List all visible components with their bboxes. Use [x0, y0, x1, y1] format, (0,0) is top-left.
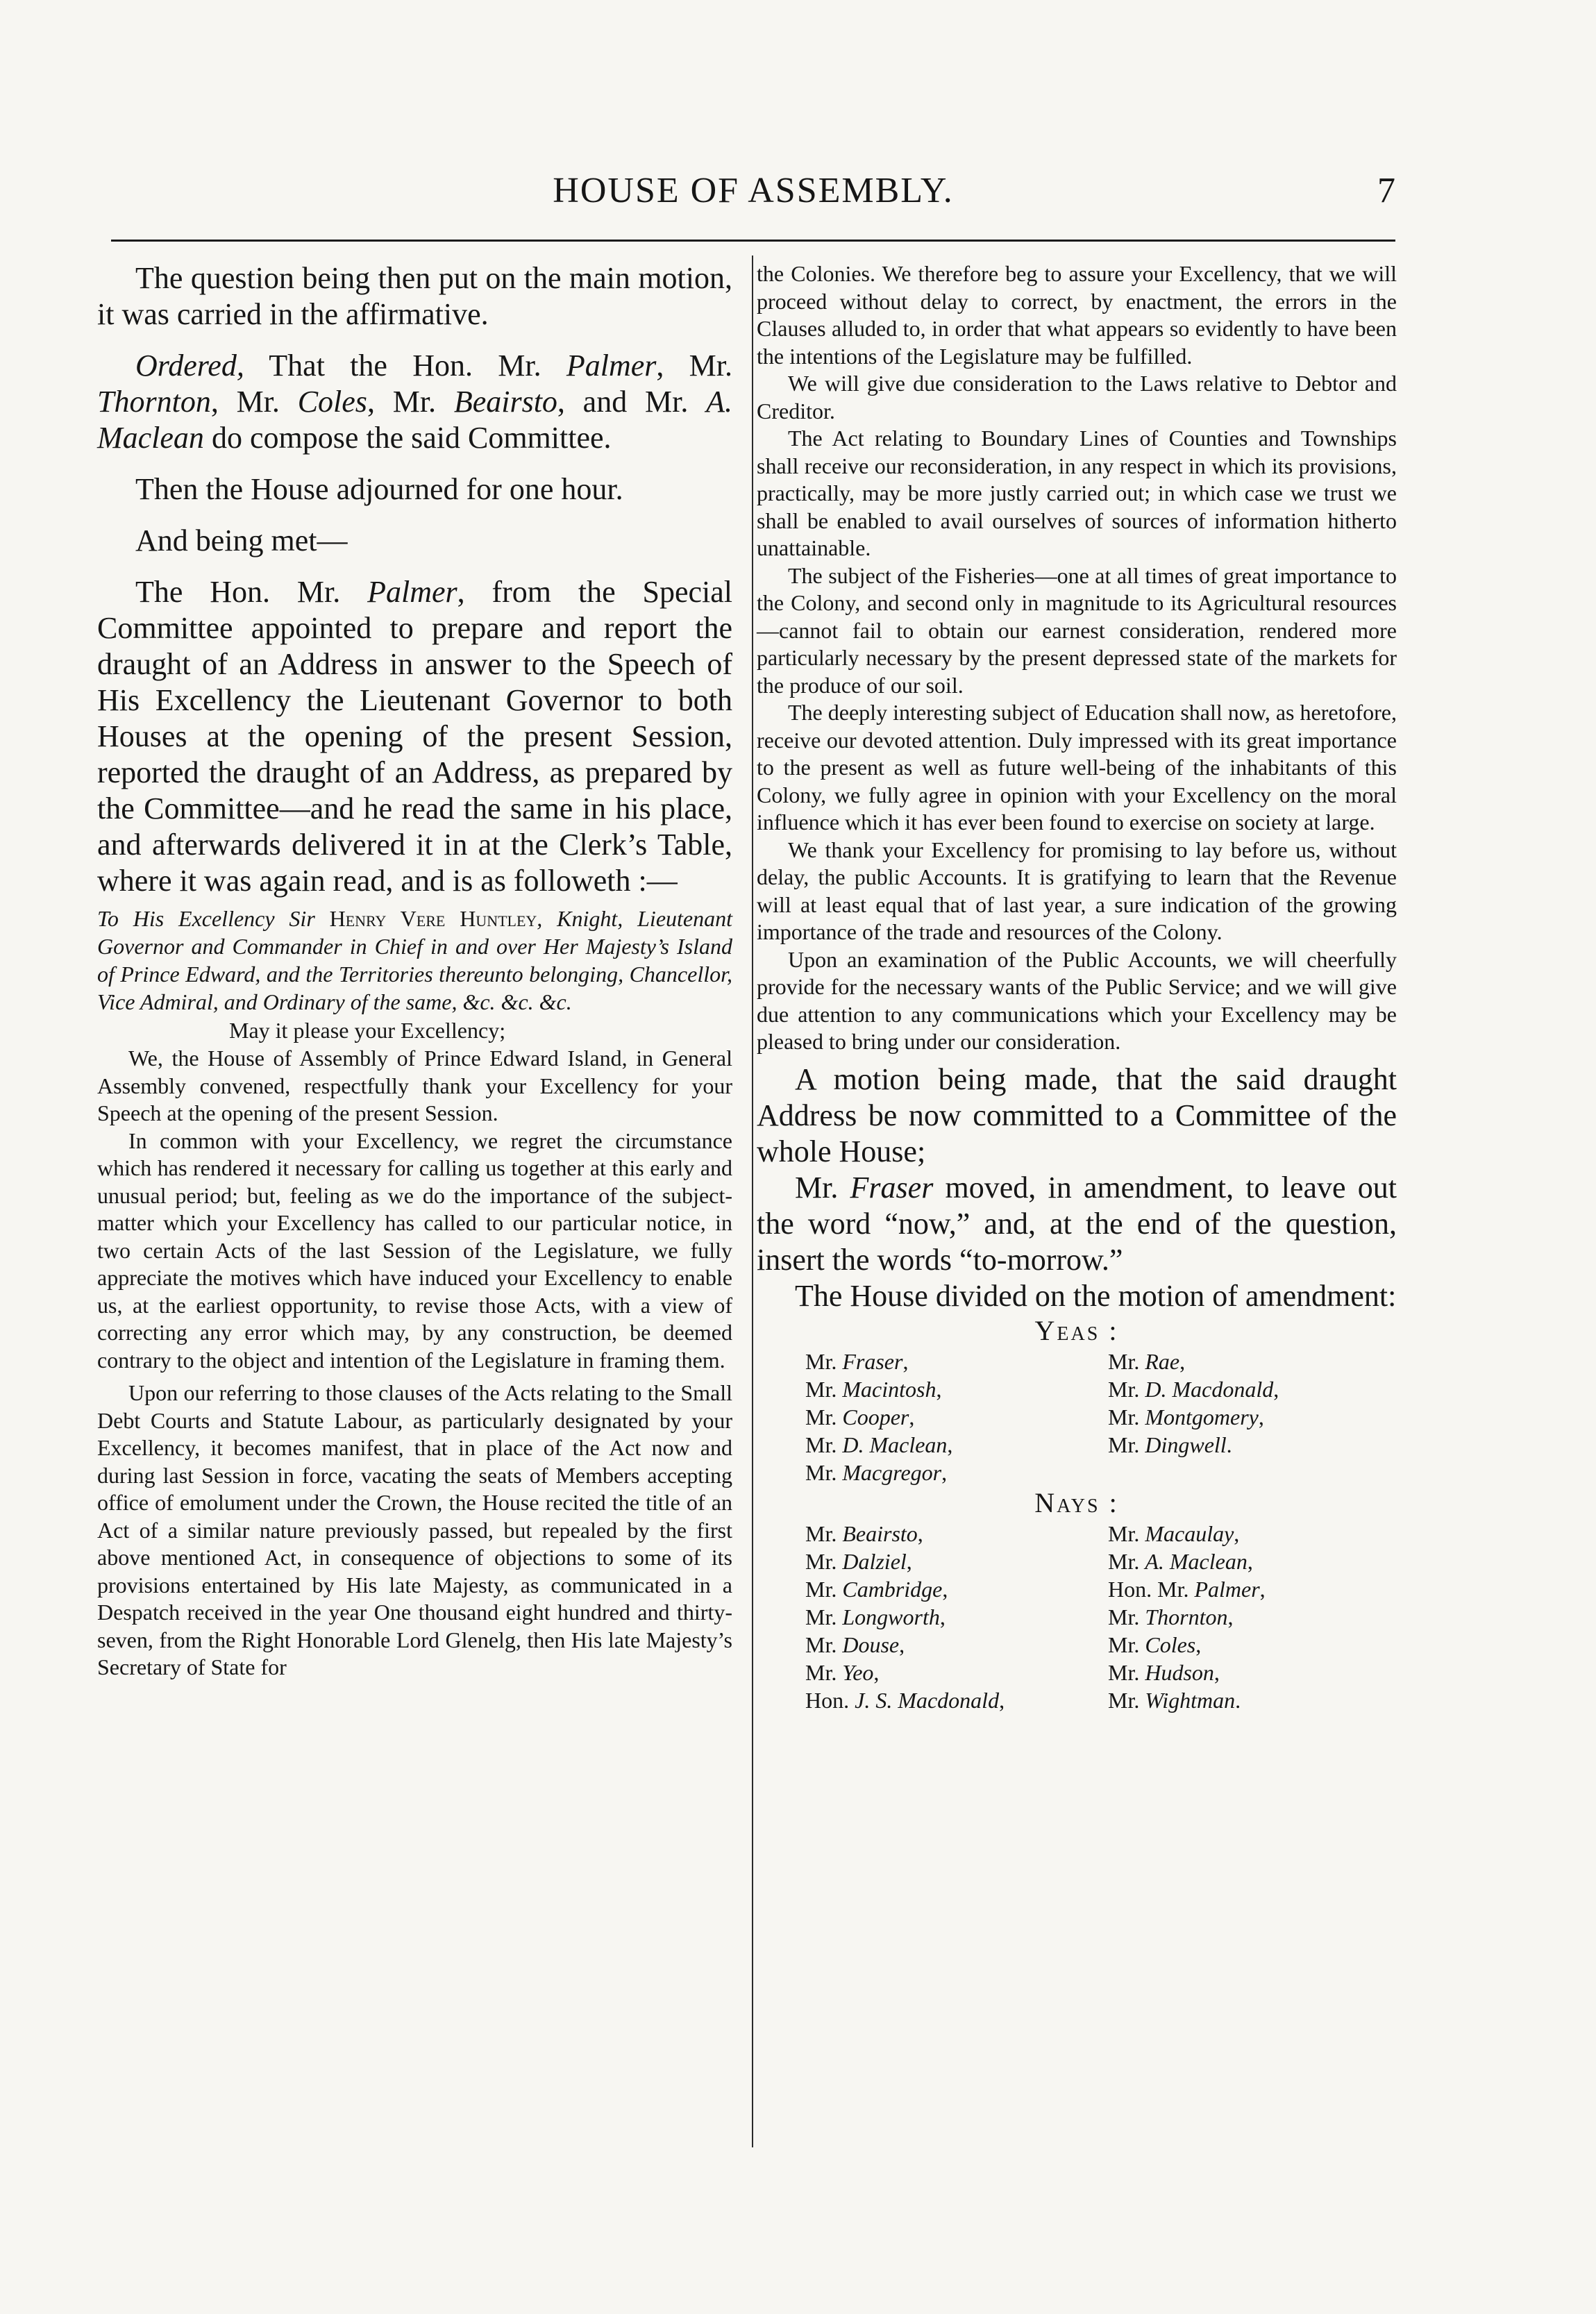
member-title: Mr. — [805, 1432, 843, 1457]
member-title: Mr. — [805, 1632, 843, 1657]
vote-member — [805, 1459, 1094, 1486]
punctuation: , — [906, 1548, 912, 1574]
vote-member — [805, 1348, 1094, 1375]
address-paragraph-4: the Colonies. We therefore beg to assure your Excellency, that we will proceed without delay to correct, by enactment, the errors in the Clauses alluded to, in order that what appears so evidently to have been the intentions of the Legislature may be fulfilled. — [757, 261, 1397, 369]
text: , from the Special Committee appointed to prepare and report the draught of an Address in answer to the Speech of His Excellency the Lieutenant Governor to both Houses at the opening of the present Session, reported the draught of an Address, as prepared by the Committee—and he read the same in his place, and afterwards delivered it in at the Clerk’s Table, where it was again read, and is as followeth :— — [97, 575, 733, 898]
vote-member — [1108, 1575, 1397, 1603]
member-name: A. Maclean — [97, 385, 732, 455]
member-name: Fraser — [850, 1170, 934, 1205]
yeas-column-2 — [1108, 1348, 1397, 1486]
member-name: Thornton — [1145, 1604, 1228, 1629]
member-name: Douse — [842, 1632, 900, 1657]
address-paragraph-7: The subject of the Fisheries—one at all times of great importance to the Colony, and second only in magnitude to its Agricultural resources—cannot fail to obtain our earnest consideration, rendered more particularly necessary by the present depressed state of the markets for the produce of our soil. — [757, 562, 1397, 698]
address-paragraph-2: In common with your Excellency, we regret the circumstance which has rendered it necessary for calling us together at this early and unusual period; but, feeling as we do the importance of the subject-matter which your Excellency has called to our particular notice, in two certain Acts of the last Session of the Legislature, we fully appreciate the motives which have induced your Excellency to enable us, at the earliest opportunity, to revise those Acts, with a view of correcting any error which may, by any construction, be deemed contrary to the object and intention of the Legislature in framing them. — [97, 1127, 732, 1373]
member-name: A. Maclean — [1145, 1548, 1248, 1574]
member-title: Mr. — [805, 1459, 843, 1485]
punctuation: , — [873, 1659, 880, 1685]
yeas-list — [757, 1348, 1397, 1486]
member-title: Mr. — [805, 1659, 843, 1685]
member-title: Hon. Mr. — [1108, 1576, 1195, 1602]
member-title: Mr. — [1108, 1376, 1145, 1402]
member-title: Mr. — [805, 1404, 843, 1430]
member-name: Cooper — [842, 1404, 909, 1430]
vote-member — [805, 1520, 1094, 1548]
member-name: Macaulay — [1145, 1520, 1234, 1546]
text: , and Mr. — [557, 385, 707, 419]
vote-member — [805, 1575, 1094, 1603]
member-title: Hon. — [805, 1687, 855, 1713]
punctuation: , — [942, 1576, 948, 1602]
text: , Mr. — [367, 385, 454, 419]
left-column — [97, 260, 732, 1682]
member-name: Longworth — [842, 1604, 940, 1629]
punctuation: . — [1226, 1432, 1232, 1457]
punctuation: , — [917, 1520, 923, 1546]
vote-member — [805, 1431, 1094, 1459]
punctuation: , — [899, 1632, 905, 1657]
page-title: HOUSE OF ASSEMBLY. — [553, 171, 954, 210]
nays-list — [757, 1520, 1397, 1714]
member-name: Cambridge — [842, 1576, 943, 1602]
punctuation: , — [1195, 1632, 1202, 1657]
text: , Mr. — [656, 349, 732, 383]
member-title: Mr. — [805, 1376, 843, 1402]
paragraph-ordered — [97, 348, 732, 456]
member-name: Palmer — [566, 349, 657, 383]
address-paragraph-8: The deeply interesting subject of Education shall now, as heretofore, receive our devoted attention. Duly impressed with its great importance to the present as well as future well-being of the inhabitants of this Colony, we fully agree in opinion with your Excellency on the moral influence which it has ever been found to exercise on society at large. — [757, 700, 1397, 835]
member-title: Mr. — [1108, 1404, 1145, 1430]
member-name: Montgomery — [1145, 1404, 1259, 1430]
punctuation: , — [1247, 1548, 1253, 1574]
salutation: May it please your Excellency; — [229, 1018, 506, 1043]
address-paragraph-9: We thank your Excellency for promising to lay before us, without delay, the public Accounts. It is gratifying to learn that the Revenue will at least equal that of last year, a sure indication of the growing importance of the trade and resources of the Colony. — [757, 837, 1397, 944]
punctuation: , — [909, 1404, 915, 1430]
header-rule — [111, 240, 1395, 242]
punctuation: , — [936, 1376, 942, 1402]
punctuation: , — [1258, 1404, 1264, 1430]
paragraph-being-met: And being met— — [135, 523, 348, 557]
member-title: Mr. — [805, 1348, 843, 1374]
running-head — [111, 170, 1395, 226]
paragraph-main-motion: The question being then put on the main motion, it was carried in the affirmative. — [97, 261, 732, 331]
vote-member — [1108, 1431, 1397, 1459]
member-title: Mr. — [805, 1548, 843, 1574]
governor-name: Henry Vere Huntley — [329, 906, 537, 931]
member-name: Beairsto — [453, 385, 557, 419]
member-title: Mr. — [1108, 1548, 1145, 1574]
member-name: Coles — [297, 385, 367, 419]
address-paragraph-10: Upon an examination of the Public Accounts, we will cheerfully provide for the necessary wants of the Public Service; and we will give due attention to any communications which your Excellency may be pleased to bring under our consideration. — [757, 946, 1397, 1054]
text: Mr. — [795, 1170, 850, 1205]
member-title: Mr. — [1108, 1348, 1145, 1374]
punctuation: , — [1259, 1576, 1266, 1602]
yeas-column-1 — [805, 1348, 1094, 1486]
paragraph-motion: A motion being made, that the said draught Address be now committed to a Committee of the whole House; — [757, 1062, 1397, 1168]
member-name: Beairsto — [842, 1520, 918, 1546]
member-name: Dingwell — [1145, 1432, 1227, 1457]
member-name: Rae — [1145, 1348, 1180, 1374]
member-name: Macgregor — [842, 1459, 942, 1485]
vote-member — [1108, 1548, 1397, 1575]
member-name: Dalziel — [842, 1548, 907, 1574]
punctuation: , — [1213, 1659, 1220, 1685]
member-name: Macintosh — [842, 1376, 936, 1402]
vote-member — [805, 1548, 1094, 1575]
member-name: Fraser — [842, 1348, 903, 1374]
vote-member — [805, 1659, 1094, 1686]
member-name: J. S. Macdonald — [855, 1687, 1000, 1713]
text: That the Hon. Mr. — [244, 349, 566, 383]
nays-column-2 — [1108, 1520, 1397, 1714]
member-name: Yeo — [842, 1659, 874, 1685]
member-title: Mr. — [1108, 1432, 1145, 1457]
vote-member — [805, 1603, 1094, 1631]
punctuation: , — [1273, 1376, 1279, 1402]
vote-member — [1108, 1375, 1397, 1403]
vote-member — [1108, 1403, 1397, 1431]
address-paragraph-1: We, the House of Assembly of Prince Edward Island, in General Assembly convened, respectfully thank your Excellency for your Speech at the opening of the present Session. — [97, 1046, 732, 1125]
vote-member — [1108, 1686, 1397, 1714]
member-title: Mr. — [805, 1576, 843, 1602]
vote-member — [1108, 1520, 1397, 1548]
right-column — [757, 260, 1397, 1714]
text: , Knight, Lieutenant Governor and Commander in Chief in and over Her Majesty’s Island of Prince Edward, and the Territories thereunto belonging, Chancellor, Vice Admiral, and Ordinary of the same, &c. &c. &c. — [97, 906, 733, 1014]
member-title: Mr. — [1108, 1687, 1145, 1713]
member-title: Mr. — [805, 1520, 843, 1546]
address-paragraph-6: The Act relating to Boundary Lines of Counties and Townships shall receive our reconsideration, in any respect in which its provisions, practically, may be more justly carried out; in which case we trust we shall be enabled to avail ourselves of sources of information hitherto unattainable. — [757, 426, 1397, 560]
member-name: D. Macdonald — [1145, 1376, 1274, 1402]
address-paragraph-3: Upon our referring to those clauses of the Acts relating to the Small Debt Courts and Statute Labour, as particularly designated by your Excellency, it becomes manifest, that in place of the Act now and during last Session in force, vacating the seats of Members accepting office of emolument under the Crown, the House recited the title of an Act of a similar nature previously passed, but repealed by the first above mentioned Act, in consequence of objections to some of its provisions entertained by His late Majesty, as communicated in a Despatch received in the year One thousand eight hundred and thirty-seven, from the Right Honorable Lord Glenelg, then His late Majesty’s Secretary of State for — [97, 1380, 732, 1679]
paragraph-committee-report — [97, 574, 732, 899]
punctuation: , — [902, 1348, 909, 1374]
punctuation: , — [1179, 1348, 1186, 1374]
vote-member — [1108, 1603, 1397, 1631]
paragraph-adjourned: Then the House adjourned for one hour. — [135, 472, 623, 506]
member-name: Palmer — [1194, 1576, 1260, 1602]
text: moved, in amendment, to leave out the word “now,” and, at the end of the question, insert the words “to-morrow.” — [757, 1170, 1397, 1277]
vote-member — [1108, 1348, 1397, 1375]
address-paragraph-5: We will give due consideration to the Laws relative to Debtor and Creditor. — [757, 371, 1397, 424]
ordered-label: Ordered, — [135, 349, 244, 383]
text: do compose the said Committee. — [203, 421, 612, 455]
punctuation: , — [939, 1604, 946, 1629]
member-title: Mr. — [1108, 1659, 1145, 1685]
nays-column-1 — [805, 1520, 1094, 1714]
text: , Mr. — [210, 385, 298, 419]
nays-heading: Nays : — [1034, 1486, 1119, 1518]
punctuation: . — [1235, 1687, 1241, 1713]
member-title: Mr. — [1108, 1632, 1145, 1657]
paragraph-amendment — [757, 1170, 1397, 1278]
text: To His Excellency Sir — [97, 906, 330, 931]
member-name: Wightman — [1145, 1687, 1236, 1713]
text: The Hon. Mr. — [135, 575, 368, 609]
vote-member — [1108, 1659, 1397, 1686]
member-name: Palmer — [367, 575, 457, 609]
member-title: Mr. — [1108, 1604, 1145, 1629]
vote-member — [805, 1375, 1094, 1403]
vote-member — [1108, 1631, 1397, 1659]
member-name: Thornton — [97, 385, 211, 419]
punctuation: , — [1234, 1520, 1240, 1546]
column-divider — [752, 255, 753, 2147]
paragraph-division: The House divided on the motion of amendment: — [795, 1278, 1397, 1313]
yeas-heading: Yeas : — [1034, 1314, 1119, 1346]
punctuation: , — [947, 1432, 953, 1457]
member-title: Mr. — [1108, 1520, 1145, 1546]
punctuation: , — [999, 1687, 1005, 1713]
page-number: 7 — [1377, 171, 1395, 210]
address-heading — [97, 905, 732, 1016]
member-title: Mr. — [805, 1604, 843, 1629]
vote-member — [805, 1686, 1094, 1714]
member-name: D. Maclean — [842, 1432, 948, 1457]
vote-member — [805, 1403, 1094, 1431]
punctuation: , — [941, 1459, 948, 1485]
member-name: Hudson — [1145, 1659, 1214, 1685]
punctuation: , — [1227, 1604, 1234, 1629]
member-name: Coles — [1145, 1632, 1196, 1657]
vote-member — [805, 1631, 1094, 1659]
